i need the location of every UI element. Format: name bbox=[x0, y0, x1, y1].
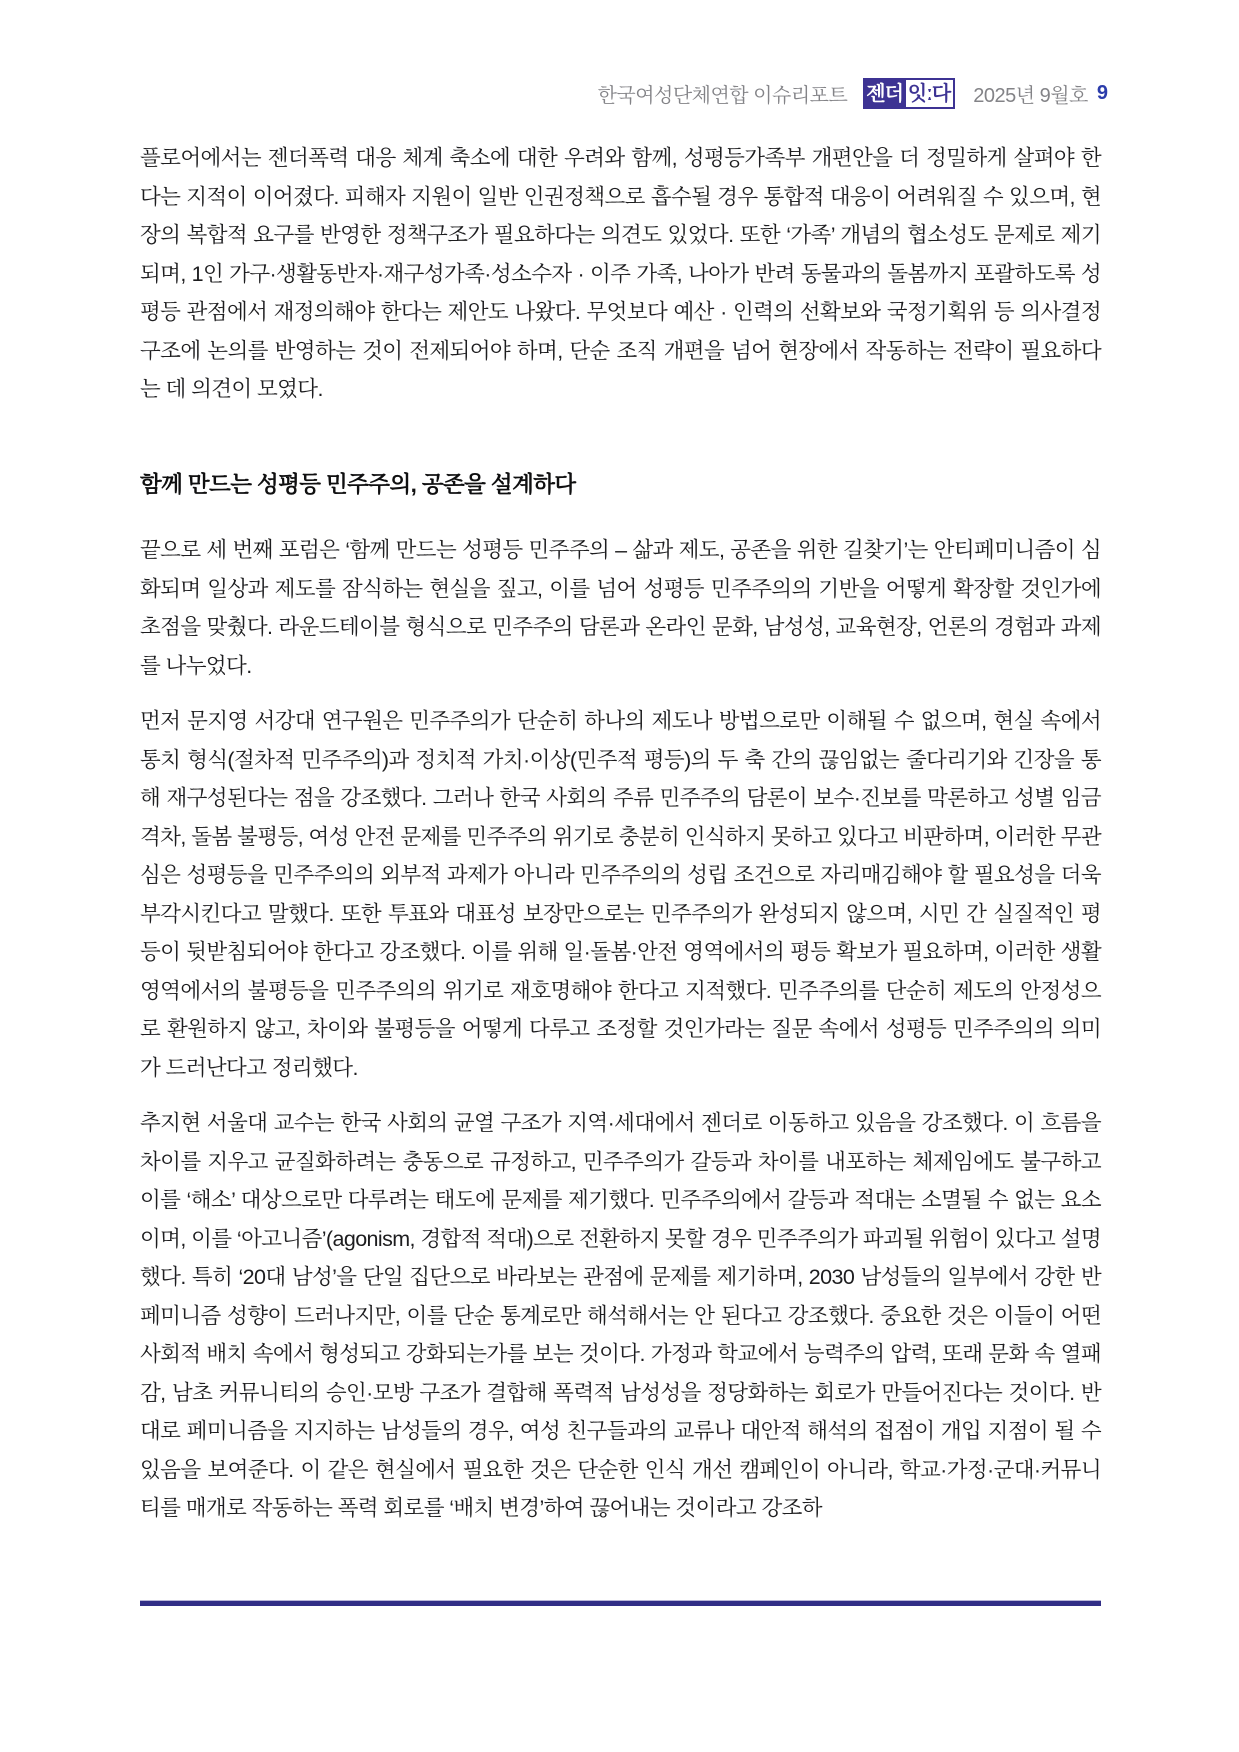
issue-label: 2025년 9월호 bbox=[973, 84, 1088, 107]
genderitda-logo bbox=[863, 78, 955, 109]
logo-left-block: 젠더 bbox=[863, 78, 906, 109]
paragraph-floor-discussion: 플로어에서는 젠더폭력 대응 체계 축소에 대한 우려와 함께, 성평등가족부 개편안을 더 정밀하게 살펴야 한다는 지적이 이어졌다. 피해자 지원이 일반 인권정책으로 흡수될 경우 통합적 대응이 어려워질 수 있으며, 현장의 복합적 요구를 반영한 정책구조가 필요하다는 의견도 있었다. 또한 ‘가족’ 개념의 협소성도 문제로 제기되며, 1인 가구·생활동반자·재구성가족·성소수자 · 이주 가족, 나아가 반려 동물과의 돌봄까지 포괄하도록 성평등 관점에서 재정의해야 한다는 제안도 나왔다. 무엇보다 예산 · 인력의 선확보와 국정기획위 등 의사결정 구조에 논의를 반영하는 것이 전제되어야 하며, 단순 조직 개편을 넘어 현장에서 작동하는 전략이 필요하다는 데 의견이 모였다. bbox=[140, 146, 1101, 401]
section-heading: 함께 만드는 성평등 민주주의, 공존을 설계하다 bbox=[140, 471, 576, 497]
footer-divider-line bbox=[140, 1600, 1101, 1606]
logo-right-block: 잇ː다 bbox=[906, 78, 955, 109]
page-number: 9 bbox=[1096, 81, 1108, 104]
publication-title: 한국여성단체연합 이슈리포트 bbox=[597, 84, 848, 107]
paragraph-moon-jiyoung: 먼저 문지영 서강대 연구원은 민주주의가 단순히 하나의 제도나 방법으로만 이해될 수 없으며, 현실 속에서 통치 형식(절차적 민주주의)과 정치적 가치·이상(민주적 평등)의 두 축 간의 끊임없는 줄다리기와 긴장을 통해 재구성된다는 점을 강조했다. 그러나 한국 사회의 주류 민주주의 담론이 보수·진보를 막론하고 성별 임금격차, 돌봄 불평등, 여성 안전 문제를 민주주의 위기로 충분히 인식하지 못하고 있다고 비판하며, 이러한 무관심은 성평등을 민주주의의 외부적 과제가 아니라 민주주의의 성립 조건으로 자리매김해야 할 필요성을 더욱 부각시킨다고 말했다. 또한 투표와 대표성 보장만으로는 민주주의가 완성되지 않으며, 시민 간 실질적인 평등이 뒷받침되어야 한다고 강조했다. 이를 위해 일·돌봄·안전 영역에서의 평등 확보가 필요하며, 이러한 생활 영역에서의 불평등을 민주주의의 위기로 재호명해야 한다고 지적했다. 민주주의를 단순히 제도의 안정성으로 환원하지 않고, 차이와 불평등을 어떻게 다루고 조정할 것인가라는 질문 속에서 성평등 민주주의의 의미가 드러난다고 정리했다. bbox=[140, 709, 1101, 1080]
paragraph-chu-jihyun: 추지현 서울대 교수는 한국 사회의 균열 구조가 지역·세대에서 젠더로 이동하고 있음을 강조했다. 이 흐름을 차이를 지우고 균질화하려는 충동으로 규정하고, 민주주의가 갈등과 차이를 내포하는 체제임에도 불구하고 이를 ‘해소’ 대상으로만 다루려는 태도에 문제를 제기했다. 민주주의에서 갈등과 적대는 소멸될 수 없는 요소이며, 이를 ‘아고니즘’(agonism, 경합적 적대)으로 전환하지 못할 경우 민주주의가 파괴될 위험이 있다고 설명했다. 특히 ‘20대 남성’을 단일 집단으로 바라보는 관점에 문제를 제기하며, 2030 남성들의 일부에서 강한 반페미니즘 성향이 드러나지만, 이를 단순 통계로만 해석해서는 안 된다고 강조했다. 중요한 것은 이들이 어떤 사회적 배치 속에서 형성되고 강화되는가를 보는 것이다. 가정과 학교에서 능력주의 압력, 또래 문화 속 열패감, 남초 커뮤니티의 승인·모방 구조가 결합해 폭력적 남성성을 정당화하는 회로가 만들어진다는 것이다. 반대로 페미니즘을 지지하는 남성들의 경우, 여성 친구들과의 교류나 대안적 해석의 접점이 개입 지점이 될 수 있음을 보여준다. 이 같은 현실에서 필요한 것은 단순한 인식 개선 캠페인이 아니라, 학교·가정·군대·커뮤니티를 매개로 작동하는 폭력 회로를 ‘배치 변경’하여 끊어내는 것이라고 강조하 bbox=[140, 1111, 1101, 1520]
document-body bbox=[140, 139, 1101, 1545]
paragraph-third-forum-intro: 끝으로 세 번째 포럼은 ‘함께 만드는 성평등 민주주의 – 삶과 제도, 공존을 위한 길찾기’는 안티페미니즘이 심화되며 일상과 제도를 잠식하는 현실을 짚고, 이를 넘어 성평등 민주주의의 기반을 어떻게 확장할 것인가에 초점을 맞췄다. 라운드테이블 형식으로 민주주의 담론과 온라인 문화, 남성성, 교육현장, 언론의 경험과 과제를 나누었다. bbox=[140, 538, 1101, 678]
page-header bbox=[598, 76, 1108, 110]
